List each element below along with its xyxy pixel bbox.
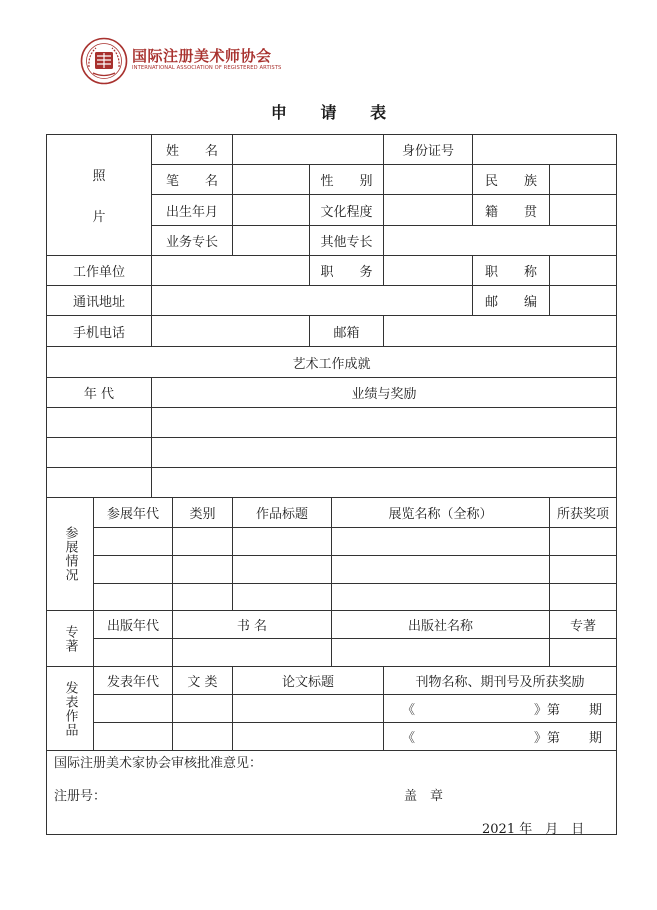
exhibition-name-field[interactable] <box>331 583 550 611</box>
articles-col-genre: 文 类 <box>172 666 233 695</box>
specialty-field[interactable] <box>232 225 310 256</box>
name-field[interactable] <box>232 134 384 165</box>
exhibition-awards-field[interactable] <box>549 583 617 611</box>
books-col-title: 书 名 <box>172 610 332 639</box>
books-col-year: 出版年代 <box>93 610 173 639</box>
label-position: 职 务 <box>309 255 384 286</box>
exhibitions-col-category: 类别 <box>172 497 233 528</box>
mobile-field[interactable] <box>151 315 310 347</box>
label-job-title: 职 称 <box>472 255 550 286</box>
books-col-monograph: 专著 <box>549 610 617 639</box>
achievement-awards-field[interactable] <box>151 467 617 498</box>
book-title-field[interactable] <box>172 638 332 667</box>
exhibitions-label-text: 参展情况 <box>62 526 78 582</box>
pen-name-field[interactable] <box>232 164 310 195</box>
journal-issue-prefix: 》第 <box>534 731 561 746</box>
articles-col-journal: 刊物名称、期刊号及所获奖励 <box>383 666 617 695</box>
approval-opinion-label: 国际注册美术家协会审核批准意见： <box>54 756 263 771</box>
books-section-label <box>46 610 94 667</box>
label-id-number: 身份证号 <box>383 134 473 165</box>
form-title: 申 请 表 <box>270 103 401 122</box>
exhibitions-col-year: 参展年代 <box>93 497 173 528</box>
other-specialty-field[interactable] <box>383 225 617 256</box>
exhibition-year-field[interactable] <box>93 555 173 584</box>
position-field[interactable] <box>383 255 473 286</box>
journal-open-bracket: 《 <box>402 703 416 718</box>
photo-label-1: 照 <box>92 169 106 184</box>
achievements-col-awards: 业绩与奖励 <box>151 377 617 408</box>
label-specialty: 业务专长 <box>151 225 233 256</box>
label-native-place: 籍 贯 <box>472 194 550 226</box>
exhibition-name-field[interactable] <box>331 555 550 584</box>
label-education: 文化程度 <box>309 194 384 226</box>
registration-number-label: 注册号： <box>54 789 107 804</box>
label-other-specialty: 其他专长 <box>309 225 384 256</box>
exhibition-work-title-field[interactable] <box>232 583 332 611</box>
books-col-publisher: 出版社名称 <box>331 610 550 639</box>
exhibition-awards-field[interactable] <box>549 527 617 556</box>
exhibitions-col-awards: 所获奖项 <box>549 497 617 528</box>
achievement-period-field[interactable] <box>46 437 152 468</box>
postcode-field[interactable] <box>549 285 617 316</box>
book-monograph-field[interactable] <box>549 638 617 667</box>
label-name: 姓 名 <box>151 134 233 165</box>
achievement-period-field[interactable] <box>46 407 152 438</box>
achievements-col-period: 年 代 <box>46 377 152 408</box>
exhibitions-col-work-title: 作品标题 <box>232 497 332 528</box>
exhibition-year-field[interactable] <box>93 583 173 611</box>
achievement-awards-field[interactable] <box>151 407 617 438</box>
photo-box[interactable] <box>46 134 152 256</box>
work-unit-field[interactable] <box>151 255 310 286</box>
gender-field[interactable] <box>383 164 473 195</box>
exhibition-category-field[interactable] <box>172 555 233 584</box>
job-title-field[interactable] <box>549 255 617 286</box>
book-publisher-field[interactable] <box>331 638 550 667</box>
exhibition-category-field[interactable] <box>172 583 233 611</box>
label-address: 通讯地址 <box>46 285 152 316</box>
article-genre-field[interactable] <box>172 694 233 723</box>
address-field[interactable] <box>151 285 473 316</box>
label-pen-name: 笔 名 <box>151 164 233 195</box>
article-year-field[interactable] <box>93 722 173 751</box>
photo-label-2: 片 <box>92 210 106 225</box>
journal-issue-prefix: 》第 <box>534 703 561 718</box>
id-number-field[interactable] <box>472 134 617 165</box>
birth-date-field[interactable] <box>232 194 310 226</box>
org-name-en: INTERNATIONAL ASSOCIATION OF REGISTERED ARTISTS <box>132 65 282 71</box>
journal-issue-suffix: 期 <box>589 703 603 718</box>
exhibition-awards-field[interactable] <box>549 555 617 584</box>
seal-label: 盖 章 <box>404 789 444 804</box>
label-birth-date: 出生年月 <box>151 194 233 226</box>
achievement-period-field[interactable] <box>46 467 152 498</box>
exhibition-category-field[interactable] <box>172 527 233 556</box>
achievement-awards-field[interactable] <box>151 437 617 468</box>
label-ethnicity: 民 族 <box>472 164 550 195</box>
label-mobile: 手机电话 <box>46 315 152 347</box>
exhibition-work-title-field[interactable] <box>232 555 332 584</box>
label-postcode: 邮 编 <box>472 285 550 316</box>
label-gender: 性 别 <box>309 164 384 195</box>
article-journal-field[interactable] <box>383 694 617 723</box>
articles-col-year: 发表年代 <box>93 666 173 695</box>
article-title-field[interactable] <box>232 722 384 751</box>
exhibitions-section-label <box>46 497 94 611</box>
ethnicity-field[interactable] <box>549 164 617 195</box>
articles-label-text: 发表作品 <box>62 680 78 737</box>
native-place-field[interactable] <box>549 194 617 226</box>
exhibition-year-field[interactable] <box>93 527 173 556</box>
article-journal-field[interactable] <box>383 722 617 751</box>
education-field[interactable] <box>383 194 473 226</box>
article-genre-field[interactable] <box>172 722 233 751</box>
email-field[interactable] <box>383 315 617 347</box>
exhibition-work-title-field[interactable] <box>232 527 332 556</box>
books-label-text: 专著 <box>62 624 78 653</box>
article-title-field[interactable] <box>232 694 384 723</box>
articles-col-title: 论文标题 <box>232 666 384 695</box>
approval-date: 2021 年 月 日 <box>482 822 585 837</box>
articles-section-label <box>46 666 94 751</box>
book-year-field[interactable] <box>93 638 173 667</box>
exhibitions-col-exhibition-name: 展览名称（全称） <box>331 497 550 528</box>
label-work-unit: 工作单位 <box>46 255 152 286</box>
journal-issue-suffix: 期 <box>589 731 603 746</box>
org-name-cn: 国际注册美术师协会 <box>132 47 272 65</box>
exhibition-name-field[interactable] <box>331 527 550 556</box>
achievements-heading: 艺术工作成就 <box>46 346 617 378</box>
label-email: 邮箱 <box>309 315 384 347</box>
journal-open-bracket: 《 <box>402 731 416 746</box>
article-year-field[interactable] <box>93 694 173 723</box>
